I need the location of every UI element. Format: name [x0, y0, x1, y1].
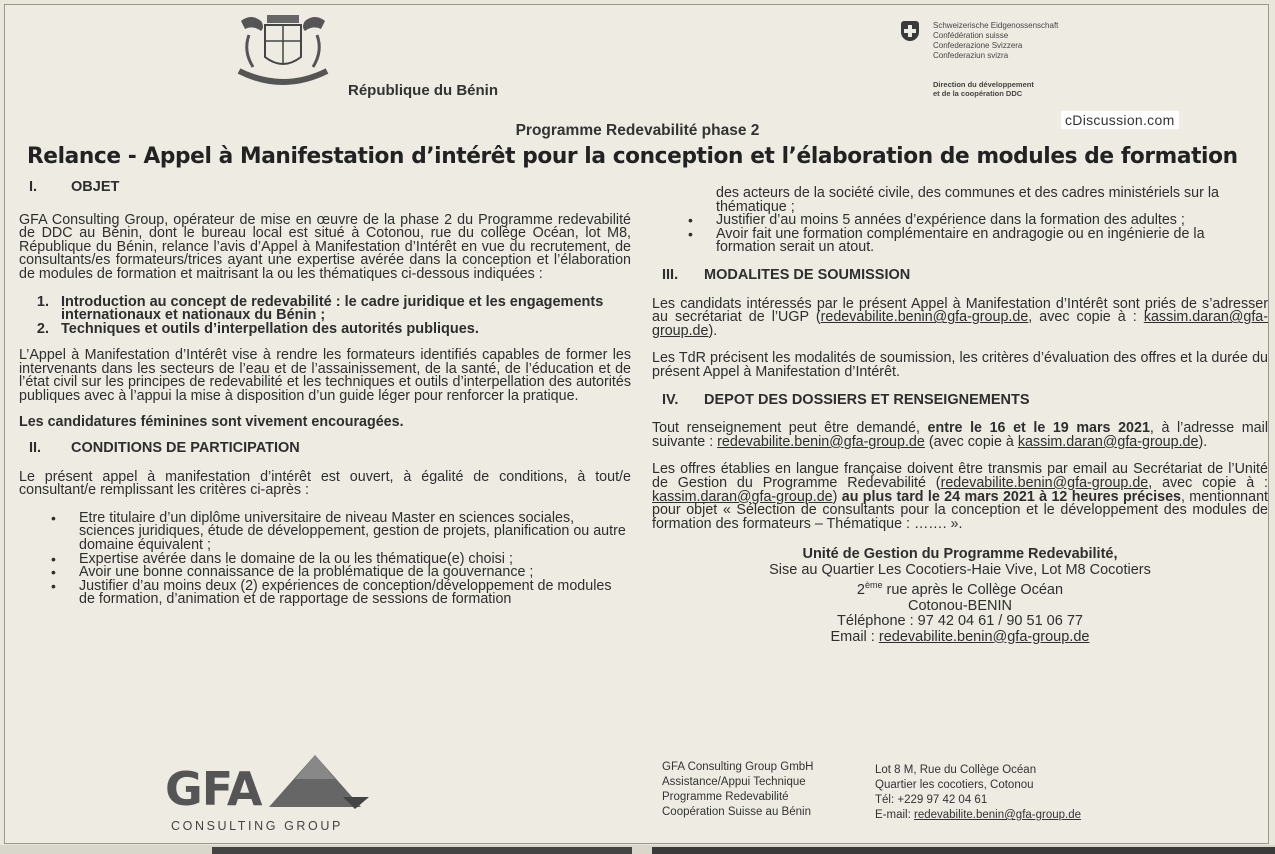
- text-span: rue après le Collège Océan: [882, 582, 1064, 599]
- ugp-phone: Téléphone : 97 42 04 61 / 90 51 06 77: [837, 613, 1083, 630]
- section-title: OBJET: [71, 179, 120, 195]
- ugp-line: Sise au Quartier Les Cocotiers-Haie Vive, Lot M8 Cocotiers: [769, 561, 1151, 578]
- watermark: cDiscussion.com: [1061, 111, 1179, 129]
- text-span: , mentionnant pour objet « Sélection de consultants pour la conception et le développement des modules de formation des formateurs – Thématique : ……. ».: [652, 488, 1268, 532]
- edge-band: [652, 847, 1275, 854]
- newspaper-edge: [0, 845, 1275, 854]
- swiss-name-it: Confederazione Svizzera: [933, 41, 1023, 50]
- criteria-item: • Justifier d’au moins 5 années d’expérience dans la formation des adultes ;: [716, 214, 1268, 228]
- text-span: Les offres établies en langue française doivent être transmis par email au Secrétariat de l’Unité de Gestion du Programme Redevabilité (: [652, 461, 1268, 491]
- section-title: CONDITIONS DE PARTICIPATION: [71, 440, 300, 457]
- footer-line: Quartier les cocotiers, Cotonou: [875, 779, 1034, 791]
- renseignement-paragraph: [652, 422, 1268, 449]
- criteria-item: • Expertise avérée dans le domaine de la ou les thématique(e) choisi ;: [79, 553, 631, 567]
- ugp-line: Cotonou-BENIN: [908, 597, 1012, 614]
- text-span: 2: [856, 582, 865, 599]
- conditions-intro: Le présent appel à manifestation d’intérêt est ouvert, à égalité de conditions, à tout/e consultant/e remplissant les critères ci-après :: [19, 468, 631, 499]
- footer-organization: [662, 760, 813, 820]
- footer-line: Lot 8 M, Rue du Collège Océan: [875, 764, 1037, 776]
- page-title: Relance - Appel à Manifestation d’intérêt pour la conception et l’élaboration de modules de formation: [27, 144, 1238, 169]
- text-span: (avec copie à: [924, 433, 1018, 450]
- section-number: III.: [662, 266, 679, 283]
- email-link[interactable]: redevabilite.benin@gfa-group.de: [940, 474, 1149, 491]
- section-heading-conditions: [19, 442, 631, 456]
- encourage-note: Les candidatures féminines sont vivement encouragées.: [19, 414, 404, 431]
- email-link[interactable]: redevabilite.benin@gfa-group.de: [878, 628, 1090, 645]
- ugp-line: [652, 578, 1268, 598]
- date-range: entre le 16 et le 19 mars 2021: [927, 420, 1150, 437]
- topic-item: 1. Introduction au concept de redevabilité : le cadre juridique et les engagements internationaux et nationaux du Bénin ;: [53, 296, 631, 323]
- criteria-list: [19, 509, 631, 608]
- offres-paragraph: [652, 463, 1268, 531]
- swiss-confederation-names: [933, 21, 1058, 61]
- section-number: II.: [29, 440, 42, 457]
- ugp-address-block: [652, 547, 1268, 645]
- right-column: [652, 185, 1268, 645]
- text-span: E-mail:: [875, 809, 914, 821]
- text-span: , avec copie à :: [1028, 309, 1137, 326]
- text-span: ): [832, 488, 842, 505]
- footer-line: GFA Consulting Group GmbH: [662, 761, 814, 773]
- criteria-item: • Avoir une bonne connaissance de la problématique de la gouvernance ;: [79, 566, 631, 580]
- criteria-continuation: des acteurs de la société civile, des communes et des cadres ministériels sur la thématique ;: [716, 185, 1219, 215]
- text-span: ).: [708, 322, 718, 339]
- edge-band: [212, 847, 632, 854]
- footer-line: Assistance/Appui Technique: [662, 776, 806, 788]
- tdr-paragraph: Les TdR précisent les modalités de soumission, les critères d’évaluation des offres et la durée du présent Appel à Manifestation d’Intérêt.: [652, 350, 1268, 380]
- footer-contact: [875, 763, 1081, 823]
- text-span: ).: [1198, 433, 1208, 450]
- footer-line: Programme Redevabilité: [662, 791, 789, 803]
- email-link[interactable]: redevabilite.benin@gfa-group.de: [717, 433, 925, 450]
- text-span: Email :: [830, 628, 879, 645]
- criteria-item: • Justifier d’au moins deux (2) expériences de conception/développement de modules de formation, d’animation et de rapportage de sessions de formation: [79, 580, 631, 607]
- text-span: , à l’adresse mail suivante :: [652, 420, 1268, 450]
- footer-line: Tél: +229 97 42 04 61: [875, 794, 988, 806]
- swiss-name-fr: Confédération suisse: [933, 31, 1009, 40]
- purpose-paragraph: L’Appel à Manifestation d’Intérêt vise à rendre les formateurs identifiés capables de former les intervenants dans les secteurs de l’eau et de l’assainissement, de la santé, de l’éducation et de l’état civil sur les principes de redevabilité et les techniques et outils d’interpellation des autorités publiques avec à l’appui la mise à disposition d’un guide léger pour renforcer la pratique.: [19, 347, 631, 404]
- section-title: DEPOT DES DOSSIERS ET RENSEIGNEMENTS: [704, 391, 1030, 408]
- text-span: ème: [865, 580, 883, 591]
- ddc-line-2: et de la coopération DDC: [933, 89, 1023, 98]
- topics-list: [19, 293, 631, 337]
- footer-line: Coopération Suisse au Bénin: [662, 806, 811, 818]
- swiss-cross-icon: [901, 21, 919, 41]
- section-title: MODALITES DE SOUMISSION: [704, 266, 911, 283]
- swiss-name-rm: Confederaziun svizra: [933, 51, 1009, 60]
- soumission-paragraph: [652, 295, 1268, 339]
- objet-paragraph: GFA Consulting Group, opérateur de mise en œuvre de la phase 2 du Programme redevabilité de DDC au Bénin, dont le bureau local est situé à Cotonou, rue du collège Océan, lot M8, République du Bénin, relance l’avis d’Appel à Manifestation d’Intérêt en vue du recrutement, de consultants/es formateurs/trices ayant une expertise avérée dans la conception et l’élaboration de modules de formation et maitrisant la ou les thématiques ci-dessous indiquées :: [19, 211, 631, 282]
- criteria-item: • Etre titulaire d’un diplôme universitaire de niveau Master en sciences sociales, sciences juridiques, étude de développement, gestion de projets, planification ou autre domaine équivalent ;: [79, 512, 631, 553]
- deadline: au plus tard le 24 mars 2021 à 12 heures précises: [841, 488, 1181, 505]
- ddc-line-1: Direction du développement: [933, 80, 1034, 89]
- republic-label: République du Bénin: [348, 82, 498, 99]
- subtitle: Programme Redevabilité phase 2: [515, 122, 760, 139]
- email-link[interactable]: redevabilite.benin@gfa-group.de: [820, 309, 1029, 326]
- ugp-title: Unité de Gestion du Programme Redevabilité,: [802, 546, 1118, 563]
- section-heading-soumission: [652, 266, 1268, 283]
- section-heading-depot: [652, 391, 1268, 408]
- email-link[interactable]: kassim.daran@gfa-group.de: [652, 488, 833, 505]
- email-link[interactable]: kassim.daran@gfa-group.de: [652, 309, 1268, 339]
- criteria-list-continued: [652, 214, 1268, 255]
- newspaper-ad: [4, 4, 1269, 844]
- text-span: , avec copie à :: [1148, 474, 1268, 491]
- left-column: [19, 181, 631, 607]
- text-span: Les candidats intéressés par le présent Appel à Manifestation d’Intérêt sont priés de s’adresser au secrétariat de l’UGP (: [652, 295, 1268, 326]
- gfa-logo-text: GFA: [165, 762, 262, 816]
- section-number: IV.: [662, 391, 679, 408]
- section-number: I.: [29, 179, 38, 195]
- gfa-logo-subtitle: CONSULTING GROUP: [171, 819, 343, 833]
- section-heading-objet: [19, 181, 631, 195]
- benin-seal-icon: [231, 11, 335, 93]
- ugp-email: [652, 630, 1268, 646]
- swiss-name-de: Schweizerische Eidgenossenschaft: [933, 21, 1059, 30]
- topic-item: 2. Techniques et outils d’interpellation des autorités publiques.: [53, 323, 631, 337]
- criteria-item: • Avoir fait une formation complémentaire en andragogie ou en ingénierie de la formation serait un atout.: [716, 228, 1268, 255]
- email-link[interactable]: kassim.daran@gfa-group.de: [1017, 433, 1199, 450]
- text-span: Tout renseignement peut être demandé,: [652, 420, 928, 437]
- footer-email: [875, 808, 1081, 823]
- email-link[interactable]: redevabilite.benin@gfa-group.de: [913, 809, 1082, 821]
- ddc-label: [933, 80, 1034, 98]
